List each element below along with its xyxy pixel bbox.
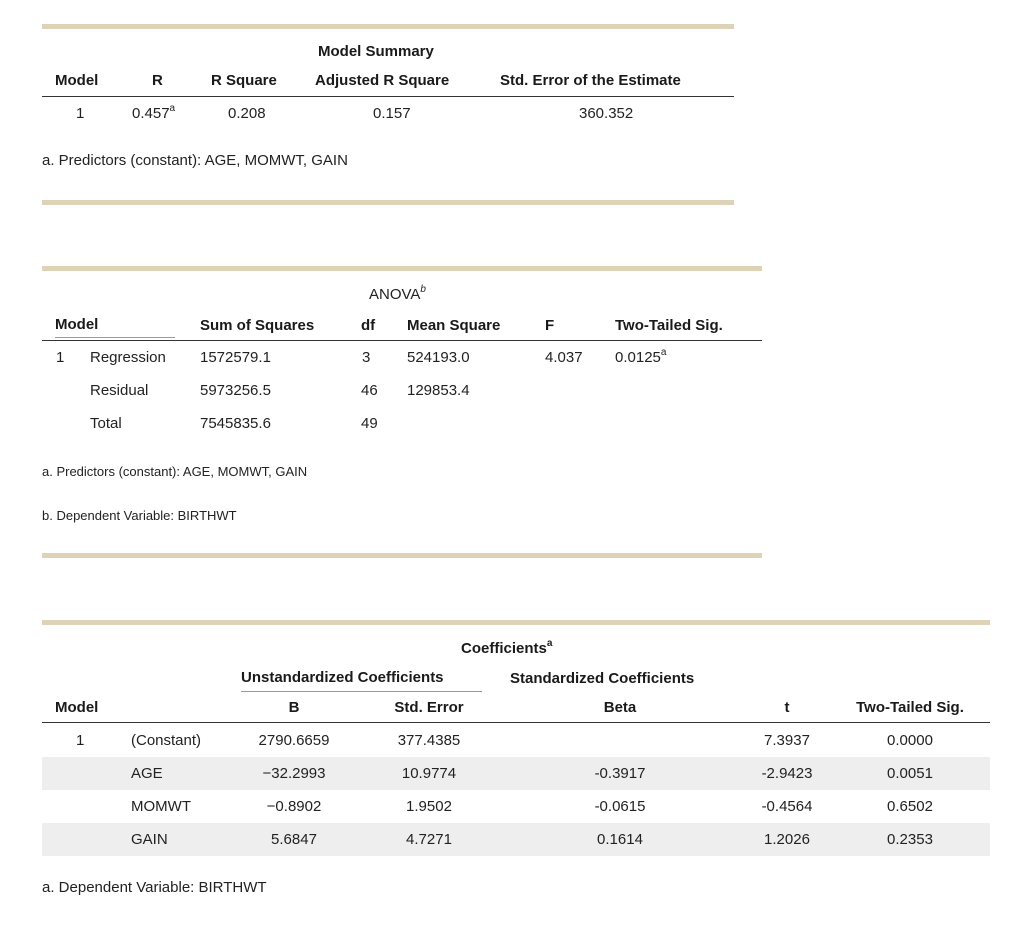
ms-row-model: 1 xyxy=(76,105,85,122)
anova-row-residual-ms: 129853.4 xyxy=(407,382,470,399)
coef-group-std: Standardized Coefficients xyxy=(510,670,695,687)
coef-model-num: 1 xyxy=(76,732,85,749)
anova-row-total-ss: 7545835.6 xyxy=(200,415,271,432)
anova-bottom-rule xyxy=(42,553,762,558)
anova-row-total-df: 49 xyxy=(361,415,378,432)
coef-row-momwt-sig: 0.6502 xyxy=(887,798,933,815)
anova-title: ANOVA$^b$ xyxy=(369,284,426,303)
anova-row-regression-df: 3 xyxy=(362,349,371,366)
ms-header-r-square: R Square xyxy=(211,72,277,89)
coef-header-t: t xyxy=(784,699,790,716)
anova-row-total-label: Total xyxy=(90,415,122,432)
ms-row-std-error: 360.352 xyxy=(579,105,634,122)
coef-row-age-label: AGE xyxy=(131,765,163,782)
coef-header-model: Model xyxy=(55,699,99,716)
coef-row-gain-beta: 0.1614 xyxy=(597,831,643,848)
coef-row-gain-label: GAIN xyxy=(131,831,168,848)
coef-footnote: a. Dependent Variable: BIRTHWT xyxy=(42,879,267,896)
coef-row-constant-t: 7.3937 xyxy=(764,732,810,749)
anova-header-line xyxy=(42,340,762,341)
coef-header-beta: Beta xyxy=(603,699,637,716)
model-summary-top-rule xyxy=(42,24,734,29)
anova-model-underline xyxy=(55,337,175,338)
ms-row-r: 0.457$^a$ xyxy=(132,103,176,122)
model-summary-bottom-rule xyxy=(42,200,734,205)
anova-row-regression-ms: 524193.0 xyxy=(407,349,470,366)
anova-footnote-b: b. Dependent Variable: BIRTHWT xyxy=(42,508,237,523)
anova-row-residual-label: Residual xyxy=(90,382,149,399)
anova-row-residual-df: 46 xyxy=(361,382,378,399)
ms-row-adj-r-square: 0.157 xyxy=(373,105,411,122)
ms-header-r: R xyxy=(152,72,163,89)
anova-header-model: Model xyxy=(55,316,99,333)
coef-row-gain-sig: 0.2353 xyxy=(887,831,933,848)
coef-row-momwt-label: MOMWT xyxy=(131,798,191,815)
ms-header-line xyxy=(42,96,734,97)
coef-row-age-beta: -0.3917 xyxy=(594,765,646,782)
coef-row-momwt-se: 1.9502 xyxy=(406,798,452,815)
coef-row-age-sig: 0.0051 xyxy=(887,765,933,782)
anova-row-regression-label: Regression xyxy=(90,349,166,366)
coef-row-momwt-b: −0.8902 xyxy=(266,798,322,815)
coef-row-band-gain xyxy=(42,823,990,856)
ms-row-r-square: 0.208 xyxy=(228,105,266,122)
anova-top-rule xyxy=(42,266,762,271)
coef-group-unstd-underline xyxy=(241,691,482,692)
anova-row-residual-ss: 5973256.5 xyxy=(200,382,271,399)
coef-row-constant-b: 2790.6659 xyxy=(258,732,330,749)
anova-header-f: F xyxy=(545,317,555,334)
coef-row-constant-se: 377.4385 xyxy=(397,732,461,749)
anova-model-num: 1 xyxy=(56,349,65,366)
coef-row-constant-sig: 0.0000 xyxy=(887,732,933,749)
anova-header-ss: Sum of Squares xyxy=(200,317,315,334)
anova-row-regression-sig: 0.0125$^a$ xyxy=(615,347,667,366)
anova-row-regression-f: 4.037 xyxy=(545,349,583,366)
coef-row-momwt-t: -0.4564 xyxy=(761,798,813,815)
coef-header-b: B xyxy=(288,699,300,716)
model-summary-title: Model Summary xyxy=(318,43,434,60)
coef-top-rule xyxy=(42,620,990,625)
coef-row-momwt-beta: -0.0615 xyxy=(594,798,646,815)
coef-row-constant-label: (Constant) xyxy=(131,732,202,749)
anova-footnote-a: a. Predictors (constant): AGE, MOMWT, GAIN xyxy=(42,464,308,479)
coef-title: Coefficients$^a$ xyxy=(461,638,553,657)
coef-row-age-b: −32.2993 xyxy=(262,765,326,782)
ms-header-model: Model xyxy=(55,72,99,89)
coef-row-gain-t: 1.2026 xyxy=(764,831,810,848)
coef-row-age-t: -2.9423 xyxy=(761,765,813,782)
ms-footnote: a. Predictors (constant): AGE, MOMWT, GAIN xyxy=(42,152,348,169)
ms-header-std-error: Std. Error of the Estimate xyxy=(500,72,681,89)
coef-row-age-se: 10.9774 xyxy=(401,765,457,782)
ms-header-adj-r-square: Adjusted R Square xyxy=(315,72,450,89)
anova-header-sig: Two-Tailed Sig. xyxy=(615,317,723,334)
anova-header-ms: Mean Square xyxy=(407,317,501,334)
coef-row-gain-se: 4.7271 xyxy=(406,831,452,848)
anova-header-df: df xyxy=(361,317,376,334)
coef-row-band-age xyxy=(42,757,990,790)
coef-group-unstd: Unstandardized Coefficients xyxy=(241,669,444,686)
coef-header-sig: Two-Tailed Sig. xyxy=(856,699,964,716)
coef-header-se: Std. Error xyxy=(394,699,464,716)
coef-row-gain-b: 5.6847 xyxy=(271,831,317,848)
coef-header-line xyxy=(42,722,990,723)
anova-row-regression-ss: 1572579.1 xyxy=(200,349,271,366)
